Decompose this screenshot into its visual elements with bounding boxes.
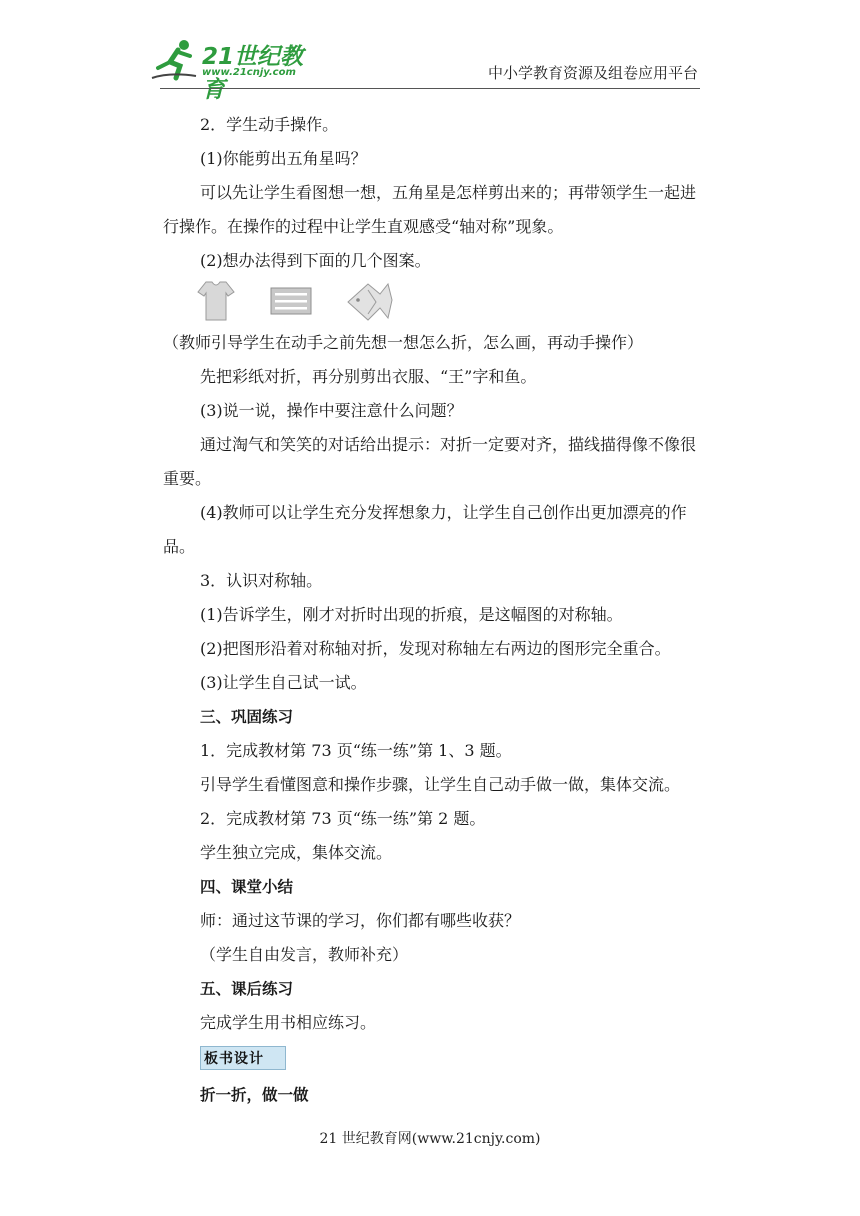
paragraph: (1)告诉学生，刚才对折时出现的折痕，是这幅图的对称轴。 [200,605,623,624]
paragraph: 师：通过这节课的学习，你们都有哪些收获？ [200,911,521,930]
section-heading: 四、课堂小结 [200,878,294,896]
board-design-label [200,1046,286,1070]
paragraph: 完成学生用书相应练习。 [200,1013,377,1032]
runner-icon [150,38,200,82]
section-heading: 三、巩固练习 [200,708,294,726]
logo-url: www.21cnjy.com [202,67,296,78]
paragraph: （教师引导学生在动手之前先想一想怎么折，怎么画，再动手操作） [163,333,644,352]
paragraph: （学生自由发言，教师补充） [200,945,409,964]
board-design-text: 板书设计 [204,1051,264,1067]
wang-figure [269,280,313,322]
document-body [163,108,700,1112]
paragraph: 2．完成教材第 73 页“练一练”第 2 题。 [200,809,486,828]
paragraph: 通过淘气和笑笑的对话给出提示：对折一定要对齐，描线描得像不像很重要。 [163,435,697,488]
paragraph: 1．完成教材第 73 页“练一练”第 1、3 题。 [200,741,512,760]
platform-title: 中小学教育资源及组卷应用平台 [487,64,698,82]
board-title: 折一折，做一做 [200,1086,309,1104]
section-heading: 五、课后练习 [200,980,294,998]
paragraph: (3)说一说，操作中要注意什么问题？ [200,401,463,420]
site-logo [150,38,320,103]
shirt-figure [196,280,236,322]
paragraph: (2)把图形沿着对称轴对折，发现对称轴左右两边的图形完全重合。 [200,639,671,658]
paragraph: (3)让学生自己试一试。 [200,673,367,692]
paragraph: 3．认识对称轴。 [200,571,323,590]
fish-figure [346,280,396,324]
paragraph: 学生独立完成，集体交流。 [200,843,393,862]
paragraph: 2．学生动手操作。 [200,115,339,134]
paragraph: (1)你能剪出五角星吗？ [200,149,367,168]
logo-text: 21世纪教育 [202,44,304,103]
paragraph: 可以先让学生看图想一想，五角星是怎样剪出来的；再带领学生一起进行操作。在操作的过程中让学生直观感受“轴对称”现象。 [163,183,697,236]
pattern-figures [163,280,700,326]
paragraph: 先把彩纸对折，再分别剪出衣服、“王”字和鱼。 [200,367,537,386]
paragraph: (4)教师可以让学生充分发挥想象力，让学生自己创作出更加漂亮的作品。 [163,503,687,556]
paragraph: (2)想办法得到下面的几个图案。 [200,251,431,270]
page-header [0,0,860,103]
paragraph: 引导学生看懂图意和操作步骤，让学生自己动手做一做，集体交流。 [200,775,681,794]
header-divider [160,88,700,89]
page-footer: 21 世纪教育网(www.21cnjy.com) [319,1131,541,1147]
